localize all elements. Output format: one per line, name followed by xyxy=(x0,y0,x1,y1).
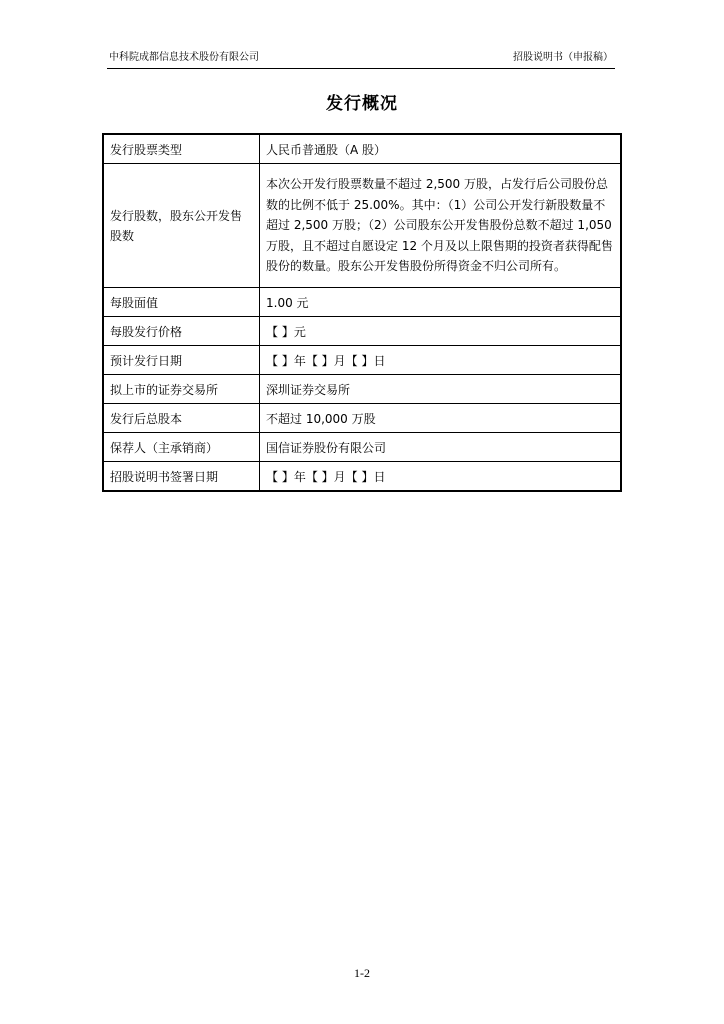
row-value: 【 】元 xyxy=(260,317,622,346)
row-label: 发行后总股本 xyxy=(103,404,260,433)
row-label: 发行股票类型 xyxy=(103,134,260,164)
row-value: 深圳证券交易所 xyxy=(260,375,622,404)
row-label: 发行股数，股东公开发售股数 xyxy=(103,164,260,288)
row-label: 保荐人（主承销商） xyxy=(103,433,260,462)
table-row xyxy=(103,433,621,462)
table-row xyxy=(103,134,621,164)
page-title: 发行概况 xyxy=(326,94,398,114)
row-value: 本次公开发行股票数量不超过 2,500 万股，占发行后公司股份总数的比例不低于 25.00%。其中：（1）公司公开发行新股数量不超过 2,500 万股；（2）公司股东公开发售股份总数不超过 1,050 万股，且不超过自愿设定 12 个月及以上限售期的投资者获得配售股份的数量。股东公开发售股份所得资金不归公司所有。 xyxy=(260,164,622,288)
table-row xyxy=(103,462,621,492)
row-label: 每股发行价格 xyxy=(103,317,260,346)
issuance-overview-table xyxy=(102,133,622,492)
table-row xyxy=(103,288,621,317)
table-row xyxy=(103,164,621,288)
row-value: 【 】年【 】月【 】日 xyxy=(260,346,622,375)
page-number: 1-2 xyxy=(354,966,370,980)
page-header xyxy=(107,52,615,69)
table-row xyxy=(103,404,621,433)
row-value: 【 】年【 】月【 】日 xyxy=(260,462,622,492)
row-label: 预计发行日期 xyxy=(103,346,260,375)
row-value: 1.00 元 xyxy=(260,288,622,317)
table-row xyxy=(103,346,621,375)
row-label: 每股面值 xyxy=(103,288,260,317)
row-label: 招股说明书签署日期 xyxy=(103,462,260,492)
header-company-name: 中科院成都信息技术股份有限公司 xyxy=(109,52,259,63)
row-value: 国信证券股份有限公司 xyxy=(260,433,622,462)
table-row xyxy=(103,375,621,404)
header-document-type: 招股说明书（申报稿） xyxy=(513,52,613,63)
row-label: 拟上市的证券交易所 xyxy=(103,375,260,404)
row-value: 不超过 10,000 万股 xyxy=(260,404,622,433)
row-value: 人民币普通股（A 股） xyxy=(260,134,622,164)
table-row xyxy=(103,317,621,346)
